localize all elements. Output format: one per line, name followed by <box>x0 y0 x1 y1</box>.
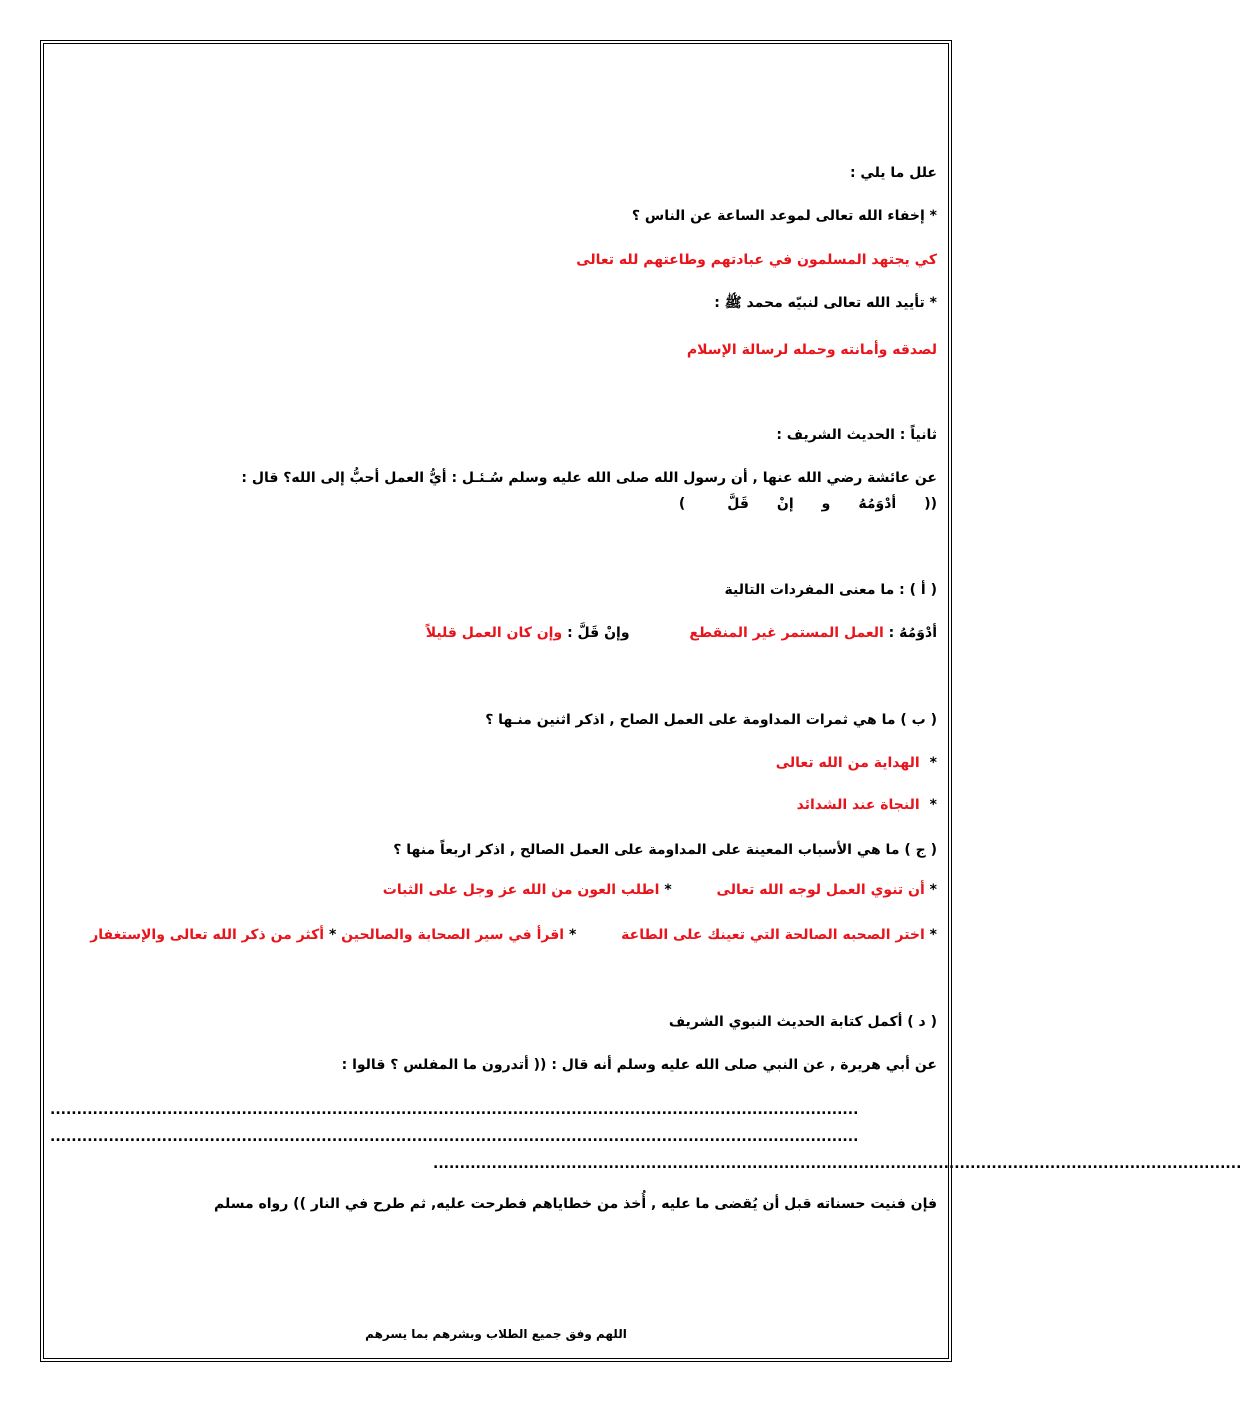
term-1: أدْوَمُهُ : <box>888 625 937 641</box>
part-c-answer-1: أن تنوي العمل لوجه الله تعالى <box>716 882 925 898</box>
bullet: * <box>929 927 937 943</box>
meaning-2: وإن كان العمل قليلاً <box>425 625 563 641</box>
part-d-hadith-start: عن أبي هريرة , عن النبي صلى الله عليه وسلم أنه قال : (( أتدرون ما المفلس ؟ قالوا : <box>341 1057 937 1073</box>
part-c-answer-4: اقرأ في سير الصحابة والصالحين <box>341 927 565 943</box>
part-b-question: ( ب ) ما هي ثمرات المداومة على العمل الصاح , اذكر اثنين منـها ؟ <box>485 712 937 728</box>
hadith-word: و <box>821 496 831 512</box>
bullet: * <box>568 927 577 943</box>
question-2: * تأييد الله تعالى لنبيّه محمد ﷺ : <box>714 295 937 311</box>
part-b-answer-2: النجاة عند الشدائد <box>796 797 920 813</box>
part-c-question: ( ج ) ما هي الأسباب المعينة على المداومة على العمل الصالح , اذكر اربعاً منها ؟ <box>393 842 937 858</box>
hadith-answer-blank <box>679 494 937 514</box>
bullet: * <box>929 797 937 813</box>
part-c-answer-2: اطلب العون من الله عز وجل على الثبات <box>382 882 660 898</box>
term-2: وإنْ قَلَّ : <box>567 625 630 641</box>
bullet: * <box>328 927 337 943</box>
part-c-answers-row-1 <box>383 880 937 900</box>
bullet: * <box>664 882 672 898</box>
hadith-text: عن عائشة رضي الله عنها , أن رسول الله صلى الله عليه وسلم سُـئـل : أيُّ العمل أحبُّ إلى الله؟ قال : <box>241 470 937 486</box>
answer-line-1[interactable]: ........................................................................................................................................................ <box>50 1102 859 1118</box>
answer-line-2[interactable]: ........................................................................................................................................................ <box>50 1129 859 1145</box>
bullet: * <box>929 755 937 771</box>
bullet: * <box>929 882 937 898</box>
hadith-word: قَلَّ <box>727 496 749 512</box>
hadith-word: ) <box>678 496 686 512</box>
part-a-question: ( أ ) : ما معنى المفردات التالية <box>724 582 937 598</box>
answer-2: لصدقه وأمانته وحمله لرسالة الإسلام <box>686 342 937 358</box>
hadith-word: أدْوَمُهُ <box>858 496 897 512</box>
section1-heading: علل ما يلي : <box>849 165 937 181</box>
part-d-hadith-end: فإن فنيت حسناته قبل أن يُقضى ما عليه , أُخذ من خطاياهم فطرحت عليه, ثم طرح في النار )) رواه مسلم <box>214 1196 937 1212</box>
answer-1: كي يجتهد المسلمون في عبادتهم وطاعتهم لله تعالى <box>576 252 937 268</box>
part-b-answer-1: الهداية من الله تعالى <box>775 755 920 771</box>
section2-heading: ثانياً : الحديث الشريف : <box>776 427 937 443</box>
part-c-answers-row-2 <box>90 925 937 945</box>
answer-line-3[interactable]: ........................................................................................................................................................ <box>433 1156 1241 1172</box>
part-a-answers <box>426 623 937 643</box>
part-b-answer-1-row <box>776 753 937 773</box>
closing-prayer: اللهم وفق جميع الطلاب وبشرهم بما يسرهم <box>365 1327 627 1341</box>
part-b-answer-2-row <box>797 795 937 815</box>
part-d-question: ( د ) أكمل كتابة الحديث النبوي الشريف <box>668 1014 937 1030</box>
meaning-1: العمل المستمر غير المنقطع <box>689 625 884 641</box>
part-c-answer-5: أكثر من ذكر الله تعالى والإستغفار <box>90 927 325 943</box>
hadith-word: إنْ <box>776 496 794 512</box>
hadith-word: (( <box>924 496 937 512</box>
part-c-answer-3: اختر الصحبه الصالحة التي تعينك على الطاعة <box>621 927 925 943</box>
question-1: * إخفاء الله تعالى لموعد الساعة عن الناس ؟ <box>631 208 937 224</box>
